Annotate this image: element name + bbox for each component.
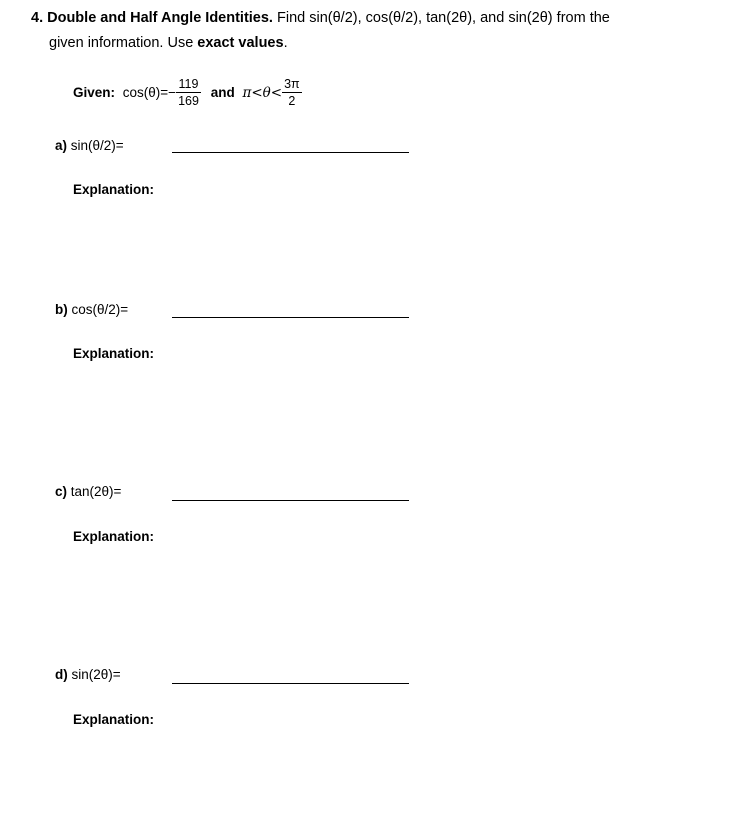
instruction-find: Find xyxy=(277,10,306,26)
part-b-answer-line[interactable] xyxy=(172,317,409,318)
instruction-functions: sin(θ/2), cos(θ/2), tan(2θ), and sin(2θ) xyxy=(309,10,553,26)
part-c-explanation: Explanation: xyxy=(73,529,155,544)
part-c-letter: c) xyxy=(55,484,68,499)
problem-title xyxy=(31,10,610,26)
given-label: Given: xyxy=(73,85,116,100)
part-b-label xyxy=(55,302,128,317)
part-a-letter: a) xyxy=(55,138,68,153)
part-b-expression: cos(θ/2)= xyxy=(71,302,129,317)
part-a-label xyxy=(55,138,124,153)
part-a-answer-line[interactable] xyxy=(172,152,409,153)
problem-number: 4. xyxy=(31,10,44,26)
part-d-expression: sin(2θ)= xyxy=(71,667,121,682)
problem-heading: Double and Half Angle Identities. xyxy=(47,10,273,26)
part-b-letter: b) xyxy=(55,302,68,317)
instruction-given-info: given information. Use xyxy=(49,35,194,51)
given-and: and xyxy=(210,85,235,100)
instruction-from-the: from the xyxy=(556,10,610,26)
given-bound-denominator: 2 xyxy=(288,94,296,108)
given-bound-fraction xyxy=(282,76,302,109)
part-d-answer-line[interactable] xyxy=(172,683,409,684)
given-statement xyxy=(73,76,302,116)
given-bound-numerator: 3π xyxy=(284,77,300,91)
instruction-exact-values: exact values xyxy=(197,35,284,51)
given-fraction-numerator: 119 xyxy=(176,76,201,93)
problem-instruction-line2 xyxy=(49,35,288,51)
part-a-explanation: Explanation: xyxy=(73,182,155,197)
part-c-label xyxy=(55,484,121,499)
part-c-expression: tan(2θ)= xyxy=(70,484,122,499)
part-a-expression: sin(θ/2)= xyxy=(70,138,124,153)
given-fraction xyxy=(176,76,201,109)
given-inequality: π<θ< xyxy=(242,84,283,101)
part-d-label xyxy=(55,667,121,682)
part-b-explanation: Explanation: xyxy=(73,346,155,361)
part-c-answer-line[interactable] xyxy=(172,500,409,501)
given-lhs: cos(θ)=− xyxy=(122,85,177,100)
given-fraction-denominator: 169 xyxy=(178,94,199,108)
part-d-letter: d) xyxy=(55,667,68,682)
instruction-period: . xyxy=(283,35,288,51)
part-d-explanation: Explanation: xyxy=(73,712,155,727)
